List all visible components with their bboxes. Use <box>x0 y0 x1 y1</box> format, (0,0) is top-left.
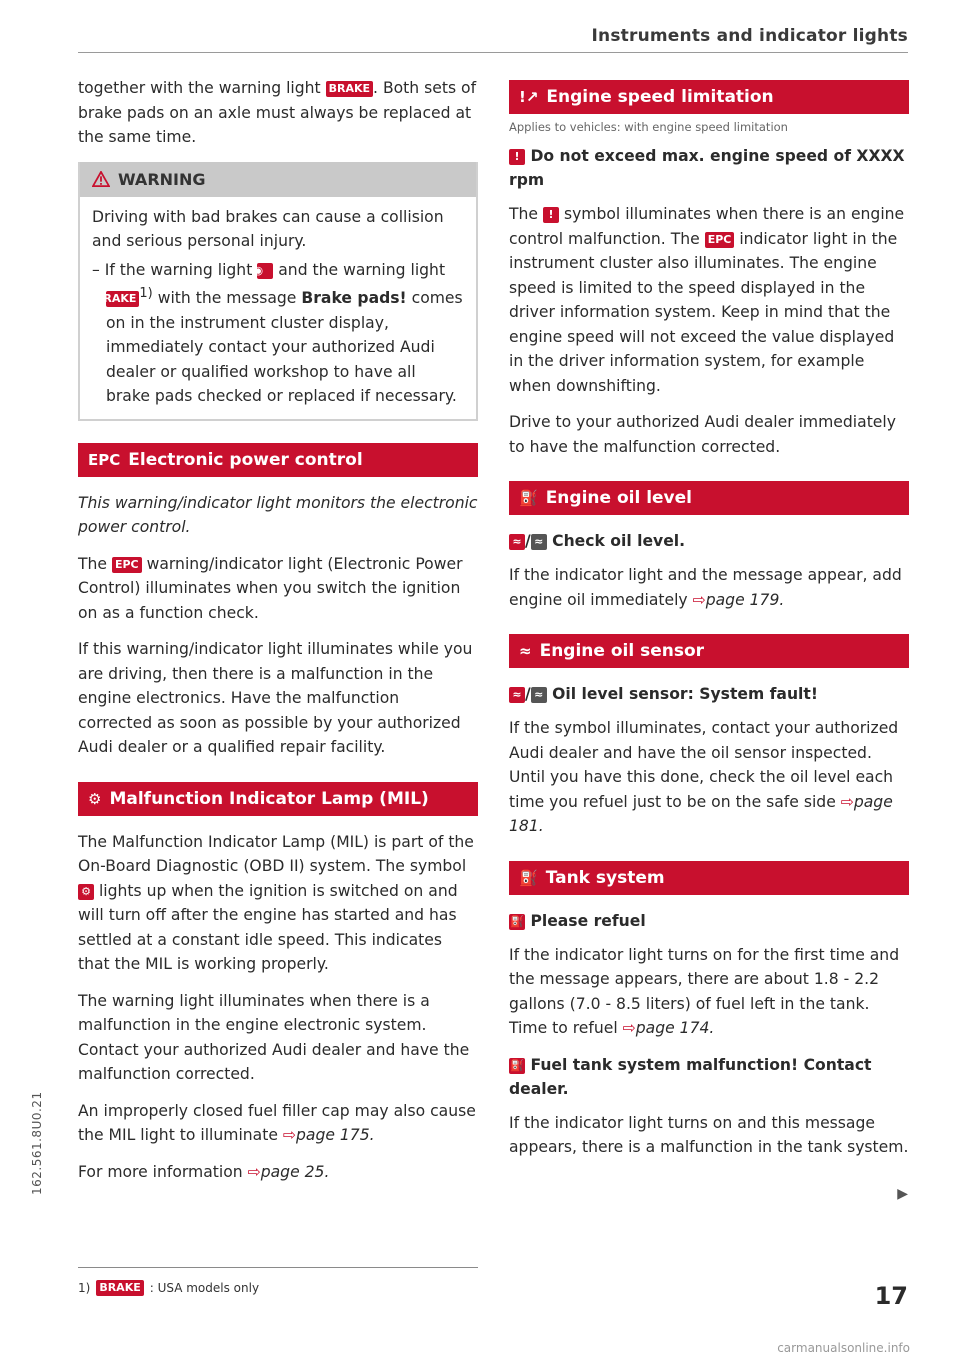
refuel-subheading: ⛽ Please refuel <box>510 911 646 930</box>
warning-box <box>78 162 478 421</box>
oil-level-paragraph: If the indicator light and the message appear, add engine oil immediately ⇨page 179. <box>509 566 902 609</box>
oil-sensor-icon: ≈ <box>519 642 532 660</box>
brake-indicator-icon: BRAKE <box>106 291 139 307</box>
speed-paragraph-1: The ! symbol illuminates when there is an engine control malfunction. The EPC indicator light in the instrument cluster also illuminates. The engine speed is limited to the speed displayed in the driver information system. Keep in mind that the engine speed will not exceed the value displayed in the driver information system, for example when downshifting. <box>509 205 905 395</box>
speed-subheading: ! Do not exceed max. engine speed of XXXX rpm <box>509 147 905 189</box>
warning-list-item: – If the warning light ◉ and the warning light BRAKE $^{1)}$ with the message Brake pads! comes on in the instrument cluster display, immediately contact your authorized Audi dealer or qualified workshop to have all brake pads checked or replaced if necessary. <box>92 260 463 406</box>
oil-sensor-red-icon: ≈ <box>509 687 525 703</box>
warning-triangle-icon <box>92 171 110 187</box>
fuel-pump-indicator-icon: ⛽ <box>510 914 524 928</box>
oil-sensor-yellow-icon: ≈ <box>531 687 547 703</box>
mil-paragraph-2: The warning light illuminates when there is a malfunction in the engine electronic system. Contact your authorized Audi dealer and have the malfunction corrected. <box>78 991 470 1084</box>
intro-paragraph: together with the warning light BRAKE . Both sets of brake pads on an axle must always be replaced at the same time. <box>78 79 477 146</box>
engine-speed-indicator-icon: ! <box>543 207 559 223</box>
brake-indicator-icon: BRAKE <box>326 81 373 97</box>
page-reference[interactable]: page 174. <box>635 1019 715 1037</box>
section-heading-mil: ⚙ Malfunction Indicator Lamp (MIL) <box>78 782 478 816</box>
applies-to: Applies to vehicles: with engine speed limitation <box>509 120 788 134</box>
engine-check-indicator-icon: ⚙ <box>78 884 94 900</box>
oil-sensor-subheading: ≈ / ≈ Oil level sensor: System fault! <box>509 682 909 706</box>
tank-paragraph-1: If the indicator light turns on for the first time and the message appears, there are about 1.8 - 2.2 gallons (7.0 - 8.5 liters) of fuel left in the tank. Time to refuel ⇨page 174. <box>509 945 900 1037</box>
footnote <box>78 1280 259 1296</box>
oil-sensor-paragraph: If the symbol illuminates, contact your authorized Audi dealer and have the oil sensor inspected. Until you have this done, check the oil level each time you refuel just to be on the safe side ⇨page 181. <box>509 719 899 835</box>
watermark: carmanualsonline.info <box>777 1341 910 1355</box>
fuel-pump-icon: ⛽ <box>519 868 538 887</box>
mil-paragraph-3: An improperly closed fuel filler cap may also cause the MIL light to illuminate ⇨page 175. <box>78 1101 476 1145</box>
brake-pads-message: Brake pads! <box>301 289 407 308</box>
epc-intro: This warning/indicator light monitors the electronic power control. <box>78 493 478 537</box>
engine-check-icon: ⚙ <box>88 789 102 808</box>
page-ref-arrow-icon: ⇨ <box>622 1019 636 1037</box>
mil-paragraph-1: The Malfunction Indicator Lamp (MIL) is part of the On-Board Diagnostic (OBD II) system. The symbol ⚙ lights up when the ignition is switched on and will turn off after the engine has started and has settled at a constant idle speed. This indicates that the MIL is working properly. <box>78 832 474 974</box>
brake-wear-icon: ◉ <box>257 263 273 279</box>
oil-can-icon: ⛽ <box>519 489 538 507</box>
section-heading-oil-sensor: ≈ Engine oil sensor <box>509 634 909 668</box>
engine-speed-icon: !↗ <box>519 88 539 106</box>
page-ref-arrow-icon: ⇨ <box>247 1162 261 1181</box>
page-number: 17 <box>874 1282 908 1310</box>
epc-paragraph-2: If this warning/indicator light illuminates while you are driving, then there is a malfunction in the engine electronics. Have the malfunction corrected as soon as possible by your authorized Audi dealer or a qualified repair facility. <box>78 640 473 757</box>
speed-paragraph-2: Drive to your authorized Audi dealer immediately to have the malfunction corrected. <box>509 413 896 456</box>
section-heading-oil-level: ⛽ Engine oil level <box>509 481 909 515</box>
page-ref-arrow-icon: ⇨ <box>282 1126 296 1145</box>
page-reference[interactable]: page 179. <box>705 590 785 609</box>
right-column <box>509 76 909 1172</box>
epc-icon: EPC <box>88 450 121 469</box>
oil-can-yellow-icon: ≈ <box>531 534 547 550</box>
page-reference[interactable]: page 175. <box>295 1126 375 1145</box>
footnote-text: : USA models only <box>149 1281 260 1295</box>
warning-body <box>80 197 476 419</box>
section-heading-epc: EPC Electronic power control <box>78 443 478 477</box>
page-ref-arrow-icon: ⇨ <box>692 590 706 609</box>
tank-paragraph-2: If the indicator light turns on and this message appears, there is a malfunction in the tank system. <box>509 1113 909 1156</box>
oil-can-red-icon: ≈ <box>509 534 525 550</box>
mil-paragraph-4: For more information ⇨page 25. <box>78 1162 330 1181</box>
footnote-ref: 1) <box>139 286 153 301</box>
running-header: Instruments and indicator lights <box>591 26 908 46</box>
epc-indicator-icon: EPC <box>112 557 142 573</box>
left-column <box>78 76 478 1196</box>
epc-paragraph-1: The EPC warning/indicator light (Electronic Power Control) illuminates when you switch the ignition on as a function check. <box>78 554 463 622</box>
section-heading-engine-speed: !↗ Engine speed limitation <box>509 80 909 114</box>
document-code: 162.561.8U0.21 <box>30 1091 44 1195</box>
fuel-pump-indicator-icon: ⛽ <box>510 1058 524 1072</box>
engine-speed-indicator-icon: ! <box>509 149 525 165</box>
epc-indicator-icon: EPC <box>705 232 735 248</box>
footnote-mark: 1) <box>78 1281 91 1295</box>
page-ref-arrow-icon: ⇨ <box>840 792 854 811</box>
section-heading-tank: ⛽ Tank system <box>509 861 909 895</box>
warning-text: Driving with bad brakes can cause a collision and serious personal injury. <box>92 207 444 250</box>
warning-header <box>80 162 476 197</box>
warning-title: WARNING <box>118 169 206 189</box>
header-rule <box>78 52 908 53</box>
oil-level-subheading: ≈ / ≈ Check oil level. <box>509 529 909 553</box>
footnote-rule <box>78 1267 478 1268</box>
page-reference[interactable]: page 25. <box>260 1162 330 1181</box>
brake-indicator-icon: BRAKE <box>96 1280 143 1296</box>
tank-fault-subheading: ⛽ Fuel tank system malfunction! Contact dealer. <box>509 1055 872 1098</box>
continue-arrow-icon: ▶ <box>897 1186 908 1202</box>
page-reference[interactable]: page 181. <box>509 792 893 835</box>
